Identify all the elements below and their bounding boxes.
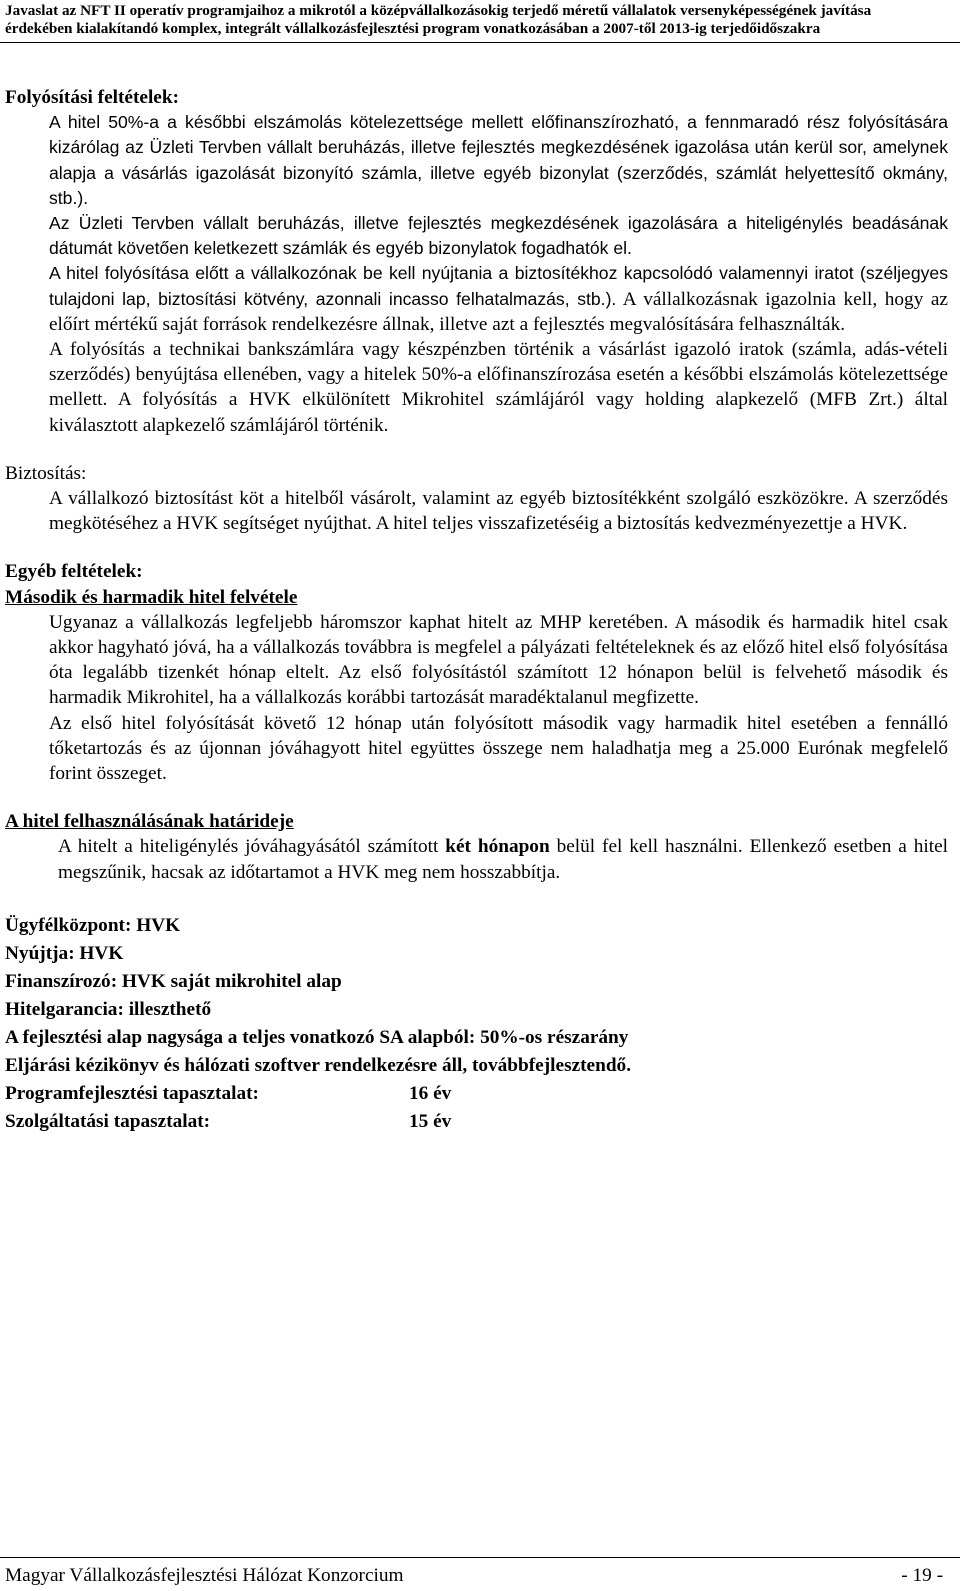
folyositas-paragraph-3a: A hitel folyósítása előtt a vállalkozónak be kell nyújtania a biztosítékhoz kapcsolódó valamennyi iratot (széljegyes tulajdoni lap, biztosítási kötvény, azonnali incasso felhatalmazás, stb.). <box>49 263 948 309</box>
summary-alap: A fejlesztési alap nagysága a teljes vonatkozó SA alapból: 50%-os részarány <box>5 1026 629 1048</box>
summary-finanszirozo: Finanszírozó: HVK saját mikrohitel alap <box>5 970 342 992</box>
egyeb-heading: Egyéb feltételek: <box>5 561 143 583</box>
program-label: Programfejlesztési tapasztalat: <box>5 1082 259 1104</box>
document-body <box>5 85 948 1136</box>
biztositas-paragraph: A vállalkozó biztosítást köt a hitelből vásárolt, valamint az egyéb biztosítékként szolgáló eszközökre. A szerződés megkötéséhez a HVK segítséget nyújthat. A hitel teljes visszafizetéséig a biztosítás kedvezményezettje a HVK. <box>49 488 948 535</box>
egyeb-paragraph-2: Az első hitel folyósítását követő 12 hónap után folyósított második vagy harmadik hitel esetében a fennálló tőketartozás és az újonnan jóváhagyott hitel együttes összege nem haladhatja meg a 25.000 Eurónak megfelelő forint összeget. <box>49 712 948 785</box>
footer-divider <box>0 1557 960 1558</box>
program-value: 16 év <box>409 1082 452 1104</box>
summary-hitelgarancia: Hitelgarancia: illeszthető <box>5 998 212 1020</box>
folyositas-paragraph-3b: A vállalkozásnak igazolnia kell, hogy az előírt mértékű saját források rendelkezésre állnak, illetve azt a fejlesztés megvalósítására felhasználták. <box>49 288 948 335</box>
hatarido-paragraph <box>58 834 948 884</box>
folyositas-paragraph-3 <box>49 261 948 337</box>
egyeb-paragraph-1: Ugyanaz a vállalkozás legfeljebb háromszor kaphat hitelt az MHP keretében. A második és harmadik hitel csak akkor hagyható jóvá, ha a vállalkozás továbbra is megfelel a pályázati feltételeknek és az előző hitel első folyósítása óta legalább tizenkét hónap eltelt. Az első folyósítástól számított 12 hónapon belül is felvehető második és harmadik Mikrohitel, ha a vállalkozás korábbi tartozását maradéktalanul megfizette. <box>49 611 948 709</box>
egyeb-subheading: Második és harmadik hitel felvétele <box>5 586 298 608</box>
summary-nyujtja: Nyújtja: HVK <box>5 942 124 964</box>
hatarido-text-a: A hitelt a hiteligénylés jóváhagyásától számított <box>58 836 446 858</box>
footer-organization: Magyar Vállalkozásfejlesztési Hálózat Konzorcium <box>5 1565 404 1586</box>
summary-programfejlesztes <box>5 1080 948 1108</box>
szolgaltatasi-value: 15 év <box>409 1110 452 1132</box>
szolgaltatasi-label: Szolgáltatási tapasztalat: <box>5 1110 211 1132</box>
hatarido-deadline: két hónapon <box>445 836 550 858</box>
hatarido-text-c: belül fel kell használni. Ellenkező esetben a hitel megszűnik, hacsak az időtartamot a HVK meg nem hosszabbítja. <box>58 836 948 883</box>
summary-szolgaltatas <box>5 1108 948 1136</box>
summary-block <box>5 912 948 1136</box>
biztositas-heading: Biztosítás: <box>5 462 87 484</box>
header-line-1: Javaslat az NFT II operatív programjaihoz a mikrotól a középvállalkozásokig terjedő méretű vállalatok versenyképességének javítása <box>5 2 872 19</box>
folyositas-heading: Folyósítási feltételek: <box>5 87 180 108</box>
page-footer <box>5 1564 943 1588</box>
summary-ugyfelkozpont: Ügyfélközpont: HVK <box>5 914 181 936</box>
header-line-2: érdekében kialakítandó komplex, integrált vállalkozásfejlesztési program vonatkozásában a 2007-től 2013-ig terjedőidőszakra <box>5 19 821 37</box>
page-header <box>5 2 955 37</box>
folyositas-paragraph-1: A hitel 50%-a a későbbi elszámolás kötelezettsége mellett előfinanszírozható, a fennmaradó rész folyósítására kizárólag az Üzleti Tervben vállalt beruházás, illetve fejlesztés megkezdésének igazolása után kerül sor, amelynek alapja a vásárlás igazolását bizonyító számla, illetve egyéb bizonylat (szerződés, számlát helyettesítő okmány, stb.). <box>49 112 948 208</box>
page-number: - 19 - <box>901 1565 943 1586</box>
folyositas-paragraph-2: Az Üzleti Tervben vállalt beruházás, illetve fejlesztés megkezdésének igazolására a hiteligénylés beadásának dátumát követően keletkezett számlák és egyéb bizonylatok fogadhatók el. <box>49 213 948 259</box>
folyositas-paragraph-4: A folyósítás a technikai bankszámlára vagy készpénzben történik a vásárlást igazoló iratok (számla, adás-vételi szerződés) benyújtása ellenében, vagy a hitelek 50%-a előfinanszírozása esetén a későbbi elszámolás kötelezettsége mellett. A folyósítás a HVK elkülönített Mikrohitel számlájáról vagy holding alapkezelő (MFB Zrt.) által kiválasztott alapkezelő számlájáról történik. <box>49 339 948 436</box>
hatarido-heading: A hitel felhasználásának határideje <box>5 811 294 833</box>
header-divider <box>0 42 960 43</box>
summary-kezikonyv: Eljárási kézikönyv és hálózati szoftver rendelkezésre áll, továbbfejlesztendő. <box>5 1054 632 1076</box>
